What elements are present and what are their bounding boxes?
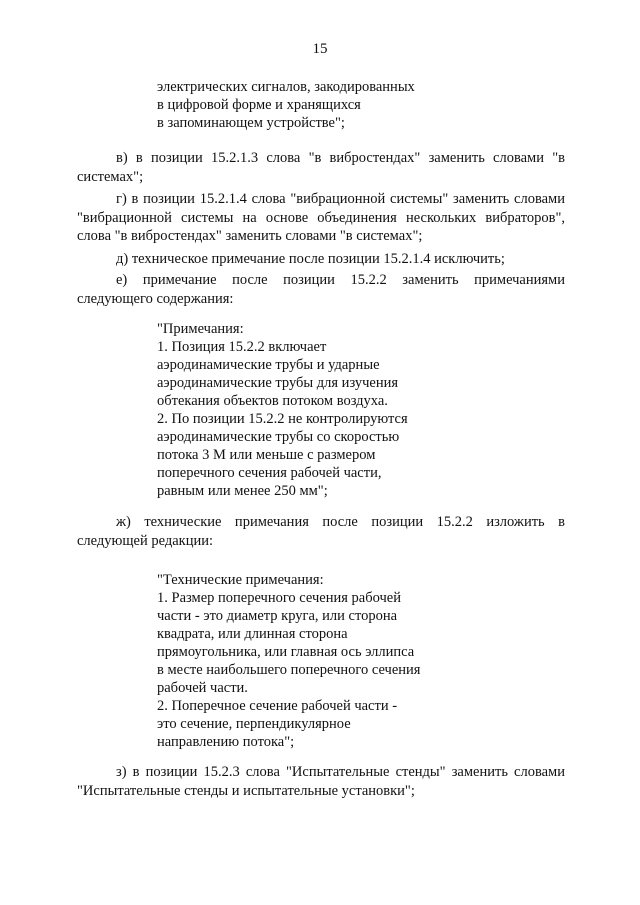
quote-line: электрических сигналов, закодированных [157,79,415,95]
amendment-item-d: д) техническое примечание после позиции 15.2.1.4 исключить; [116,250,505,267]
amendment-item-e: е) примечание после позиции 15.2.2 заменить примечаниями следующего содержания: [77,272,565,307]
notes-line: 1. Позиция 15.2.2 включает [157,339,327,355]
tech-notes-line: это сечение, перпендикулярное [157,716,351,732]
tech-notes-line: рабочей части. [157,680,248,696]
tech-notes-line: части - это диаметр круга, или сторона [157,608,398,624]
tech-notes-line: 2. Поперечное сечение рабочей части - [157,698,398,714]
tech-notes-line: направлению потока"; [157,734,295,750]
tech-notes-line: прямоугольника, или главная ось эллипса [157,644,415,660]
notes-line: аэродинамические трубы и ударные [157,357,380,373]
notes-block [157,320,408,500]
tech-notes-line: "Технические примечания: [157,572,324,588]
quote-line: в запоминающем устройстве"; [157,115,345,131]
tech-notes-line: 1. Размер поперечного сечения рабочей [157,590,401,606]
continued-quote [157,78,415,132]
page-number: 15 [312,41,328,57]
notes-line: равным или менее 250 мм"; [157,483,328,499]
notes-line: поперечного сечения рабочей части, [157,465,382,481]
amendment-list [77,149,565,308]
amendment-item-zh-wrap [77,513,565,550]
notes-line: 2. По позиции 15.2.2 не контролируются [157,411,408,427]
notes-line: аэродинамические трубы со скоростью [157,429,400,445]
quote-line: в цифровой форме и хранящихся [157,97,361,113]
notes-line: аэродинамические трубы для изучения [157,375,399,391]
amendment-item-z: з) в позиции 15.2.3 слова "Испытательные стенды" заменить словами "Испытательные стенды и испытательные установки"; [77,764,565,799]
tech-notes-block [157,571,420,751]
tech-notes-line: в месте наибольшего поперечного сечения [157,662,421,678]
amendment-item-zh: ж) технические примечания после позиции 15.2.2 изложить в следующей редакции: [77,514,565,549]
tech-notes-line: квадрата, или длинная сторона [157,626,348,642]
notes-line: потока 3 М или меньше с размером [157,447,376,463]
amendment-item-z-wrap [77,763,565,800]
amendment-item-g: г) в позиции 15.2.1.4 слова "вибрационной системы" заменить словами "вибрационной системы на основе объединения нескольких вибраторов", слова "в вибростендах" заменить словами "в системах"; [77,191,565,244]
notes-line: обтекания объектов потоком воздуха. [157,393,388,409]
amendment-item-v: в) в позиции 15.2.1.3 слова "в вибростендах" заменить словами "в системах"; [77,150,565,185]
notes-line: "Примечания: [157,321,244,337]
